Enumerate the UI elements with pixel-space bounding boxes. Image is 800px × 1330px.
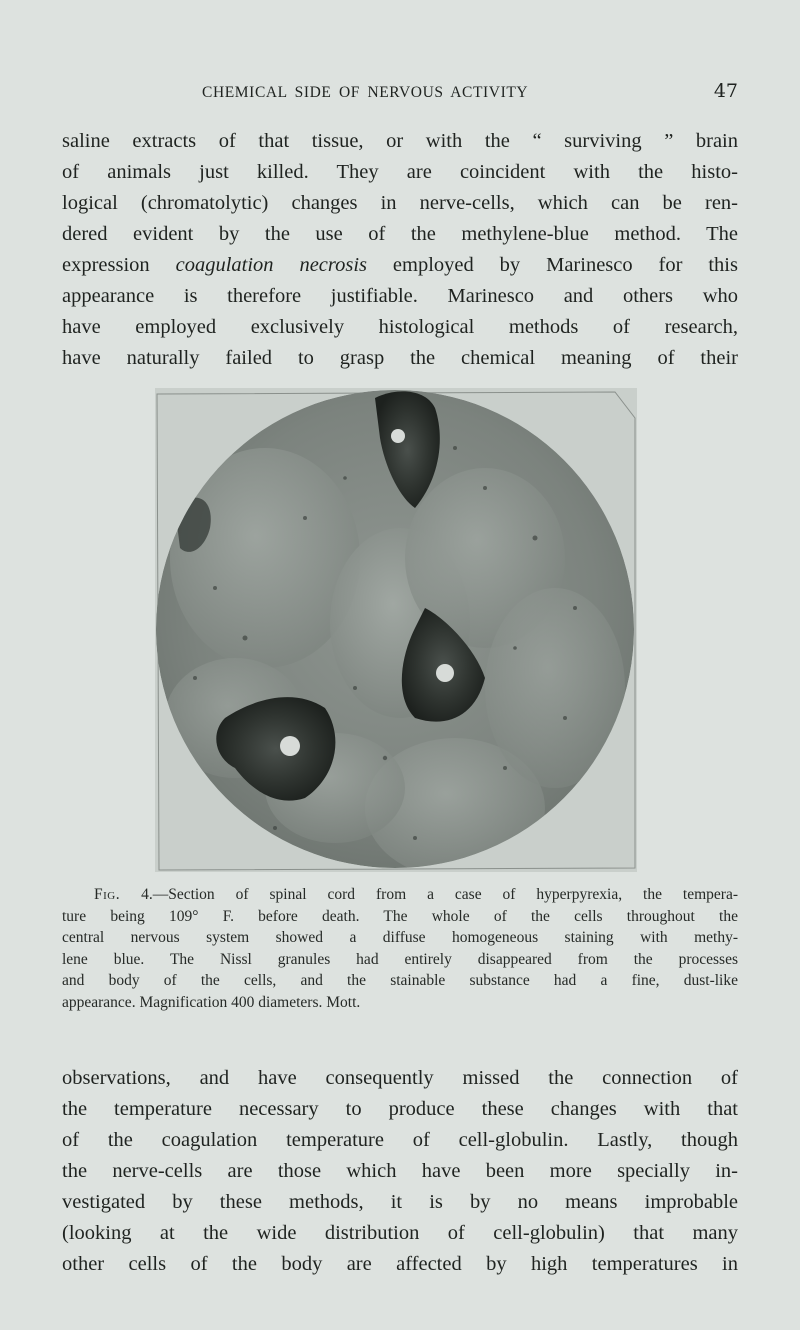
caption-line: ture being 109° F. before death. The whole of the cells throughout the	[62, 907, 738, 925]
micrograph-image	[155, 388, 637, 872]
italic-term: coagulation necrosis	[175, 254, 368, 276]
running-head	[62, 80, 738, 108]
text-line: dered evident by the use of the methylene-blue method. The	[62, 223, 738, 245]
text-line: the temperature necessary to produce these changes with that	[62, 1098, 738, 1120]
paragraph-bottom	[62, 1063, 738, 1280]
text-line: of animals just killed. They are coincident with the histo-	[62, 161, 738, 183]
figure-label: Fig.	[94, 886, 121, 903]
paragraph-top	[62, 126, 738, 374]
text-line: logical (chromatolytic) changes in nerve-cells, which can be ren-	[62, 192, 738, 214]
caption-line: central nervous system showed a diffuse homogeneous staining with methy-	[62, 929, 738, 946]
text-line: other cells of the body are affected by high temperatures in	[62, 1253, 738, 1275]
caption-line: lene blue. The Nissl granules had entirely disappeared from the processes	[62, 950, 738, 968]
text-line-with-italic: expression coagulation necrosis employed by Marinesco for this	[62, 254, 738, 276]
caption-line: appearance. Magnification 400 diameters. Mott.	[62, 993, 361, 1011]
text-line: saline extracts of that tissue, or with the “ surviving ” brain	[62, 130, 738, 152]
micrograph-figure	[155, 388, 637, 872]
text-line: observations, and have consequently missed the connection of	[62, 1067, 738, 1089]
text-line: vestigated by these methods, it is by no means improbable	[62, 1191, 738, 1213]
running-head-title: CHEMICAL SIDE OF NERVOUS ACTIVITY	[202, 84, 529, 101]
figure-caption	[62, 884, 738, 1013]
text-line: have employed exclusively histological methods of research,	[62, 316, 738, 338]
text-line: (looking at the wide distribution of cell-globulin) that many	[62, 1222, 738, 1244]
caption-line: Fig. 4.—Section of spinal cord from a case of hyperpyrexia, the tempera-	[94, 886, 738, 903]
text-line: the nerve-cells are those which have been more specially in-	[62, 1160, 738, 1182]
text-line: have naturally failed to grasp the chemical meaning of their	[62, 347, 738, 369]
text-line: appearance is therefore justifiable. Marinesco and others who	[62, 285, 738, 307]
page-number: 47	[713, 80, 738, 102]
caption-line: and body of the cells, and the stainable substance had a fine, dust-like	[62, 972, 738, 989]
text-line: of the coagulation temperature of cell-globulin. Lastly, though	[62, 1129, 738, 1151]
